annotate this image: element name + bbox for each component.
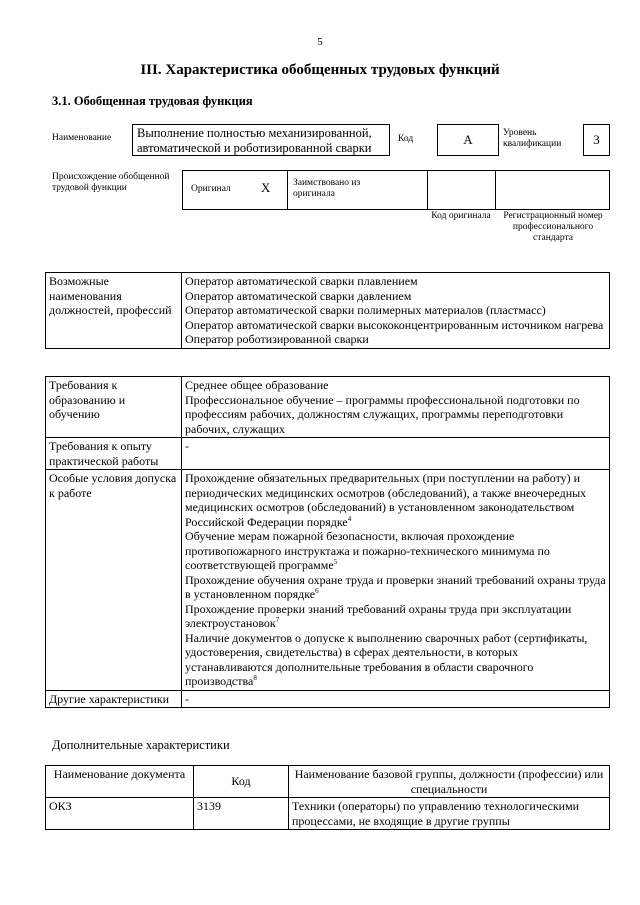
row-code: 3139	[194, 798, 289, 830]
requirements-table	[45, 376, 610, 708]
level-label: Уровень квалификации	[503, 128, 562, 149]
special-item: Прохождение проверки знаний требований охраны труда при эксплуатации электроустановок$^7$	[185, 601, 572, 630]
education-value	[182, 377, 610, 438]
page-number: 5	[317, 36, 323, 48]
positions-list	[182, 273, 610, 349]
function-name-value: Выполнение полностью механизированной, автоматической и роботизированной сварки	[132, 124, 390, 156]
row-doc: ОКЗ	[46, 798, 194, 830]
code-label: Код	[398, 134, 414, 144]
other-label: Другие характеристики	[46, 690, 182, 708]
position-item: Оператор автоматической сварки плавлением	[185, 274, 418, 288]
position-item: Оператор автоматической сварки давлением	[185, 288, 412, 303]
special-value	[182, 470, 610, 691]
original-mark: Х	[261, 180, 271, 195]
education-item: Профессиональное обучение – программы профессиональной подготовки по профессиям рабочих, должностям служащих, программы переподготовки рабочих, служащих	[185, 392, 580, 436]
experience-label: Требования к опыту практической работы	[46, 438, 182, 470]
original-code-caption: Код оригинала	[431, 211, 491, 221]
special-item: Прохождение обязательных предварительных (при поступлении на работу) и периодических медицинских осмотров (обследований), а также внеочередных медицинских осмотров (обследований) в установленном законодательством Российской Федерации порядке$^4$	[185, 471, 587, 529]
level-value: 3	[583, 124, 610, 156]
origin-label: Происхождение обобщенной трудовой функции	[52, 172, 170, 193]
divider	[287, 171, 288, 209]
table-row	[46, 798, 610, 830]
footnote-ref: 7	[275, 616, 280, 624]
positions-table	[45, 272, 610, 349]
footnote-ref: 5	[333, 558, 338, 566]
positions-label: Возможные наименования должностей, профессий	[46, 273, 182, 349]
subsection-title: 3.1. Обобщенная трудовая функция	[52, 94, 253, 108]
code-value: А	[437, 124, 499, 156]
position-item: Оператор автоматической сварки высококонцентрированным источником нагрева	[185, 317, 604, 332]
name-label: Наименование	[52, 133, 112, 143]
footnote-ref: 4	[347, 514, 352, 523]
additional-heading: Дополнительные характеристики	[52, 738, 230, 752]
footnote-ref: 6	[315, 587, 319, 595]
special-label: Особые условия допуска к работе	[46, 470, 182, 691]
registration-caption: Регистрационный номер профессионального стандарта	[503, 211, 603, 243]
origin-box	[182, 170, 610, 210]
col-code-header: Код	[194, 766, 289, 798]
additional-table	[45, 765, 610, 830]
col-doc-header: Наименование документа	[46, 766, 194, 798]
divider	[495, 171, 496, 209]
row-name: Техники (операторы) по управлению технологическими процессами, не входящие в другие группы	[289, 798, 610, 830]
other-value: -	[182, 690, 610, 708]
special-item: Обучение мерам пожарной безопасности, включая прохождение противопожарного инструктажа и пожарно-технического минимума по соответствующей программе$^5$	[185, 529, 550, 572]
position-item: Оператор автоматической сварки полимерных материалов (пластмасс)	[185, 303, 546, 317]
special-item: Прохождение обучения охране труда и проверки знаний требований охраны труда в установленном порядке$^6$	[185, 572, 606, 601]
special-item: Наличие документов о допуске к выполнению сварочных работ (сертификаты, удостоверения, свидетельства) в сферах деятельности, в которых устанавливаются дополнительные требования в области сварочного производства$^8$	[185, 630, 588, 688]
position-item: Оператор роботизированной сварки	[185, 332, 369, 346]
education-item: Среднее общее образование	[185, 378, 329, 392]
experience-value: -	[182, 438, 610, 470]
borrowed-label: Заимствовано из оригинала	[293, 178, 361, 199]
col-name-header: Наименование базовой группы, должности (профессии) или специальности	[289, 766, 610, 798]
section-title: III. Характеристика обобщенных трудовых функций	[140, 62, 500, 78]
education-label: Требования к образованию и обучению	[46, 377, 182, 438]
footnote-ref: 8	[253, 674, 257, 682]
divider	[427, 171, 428, 209]
original-label: Оригинал	[191, 184, 231, 194]
